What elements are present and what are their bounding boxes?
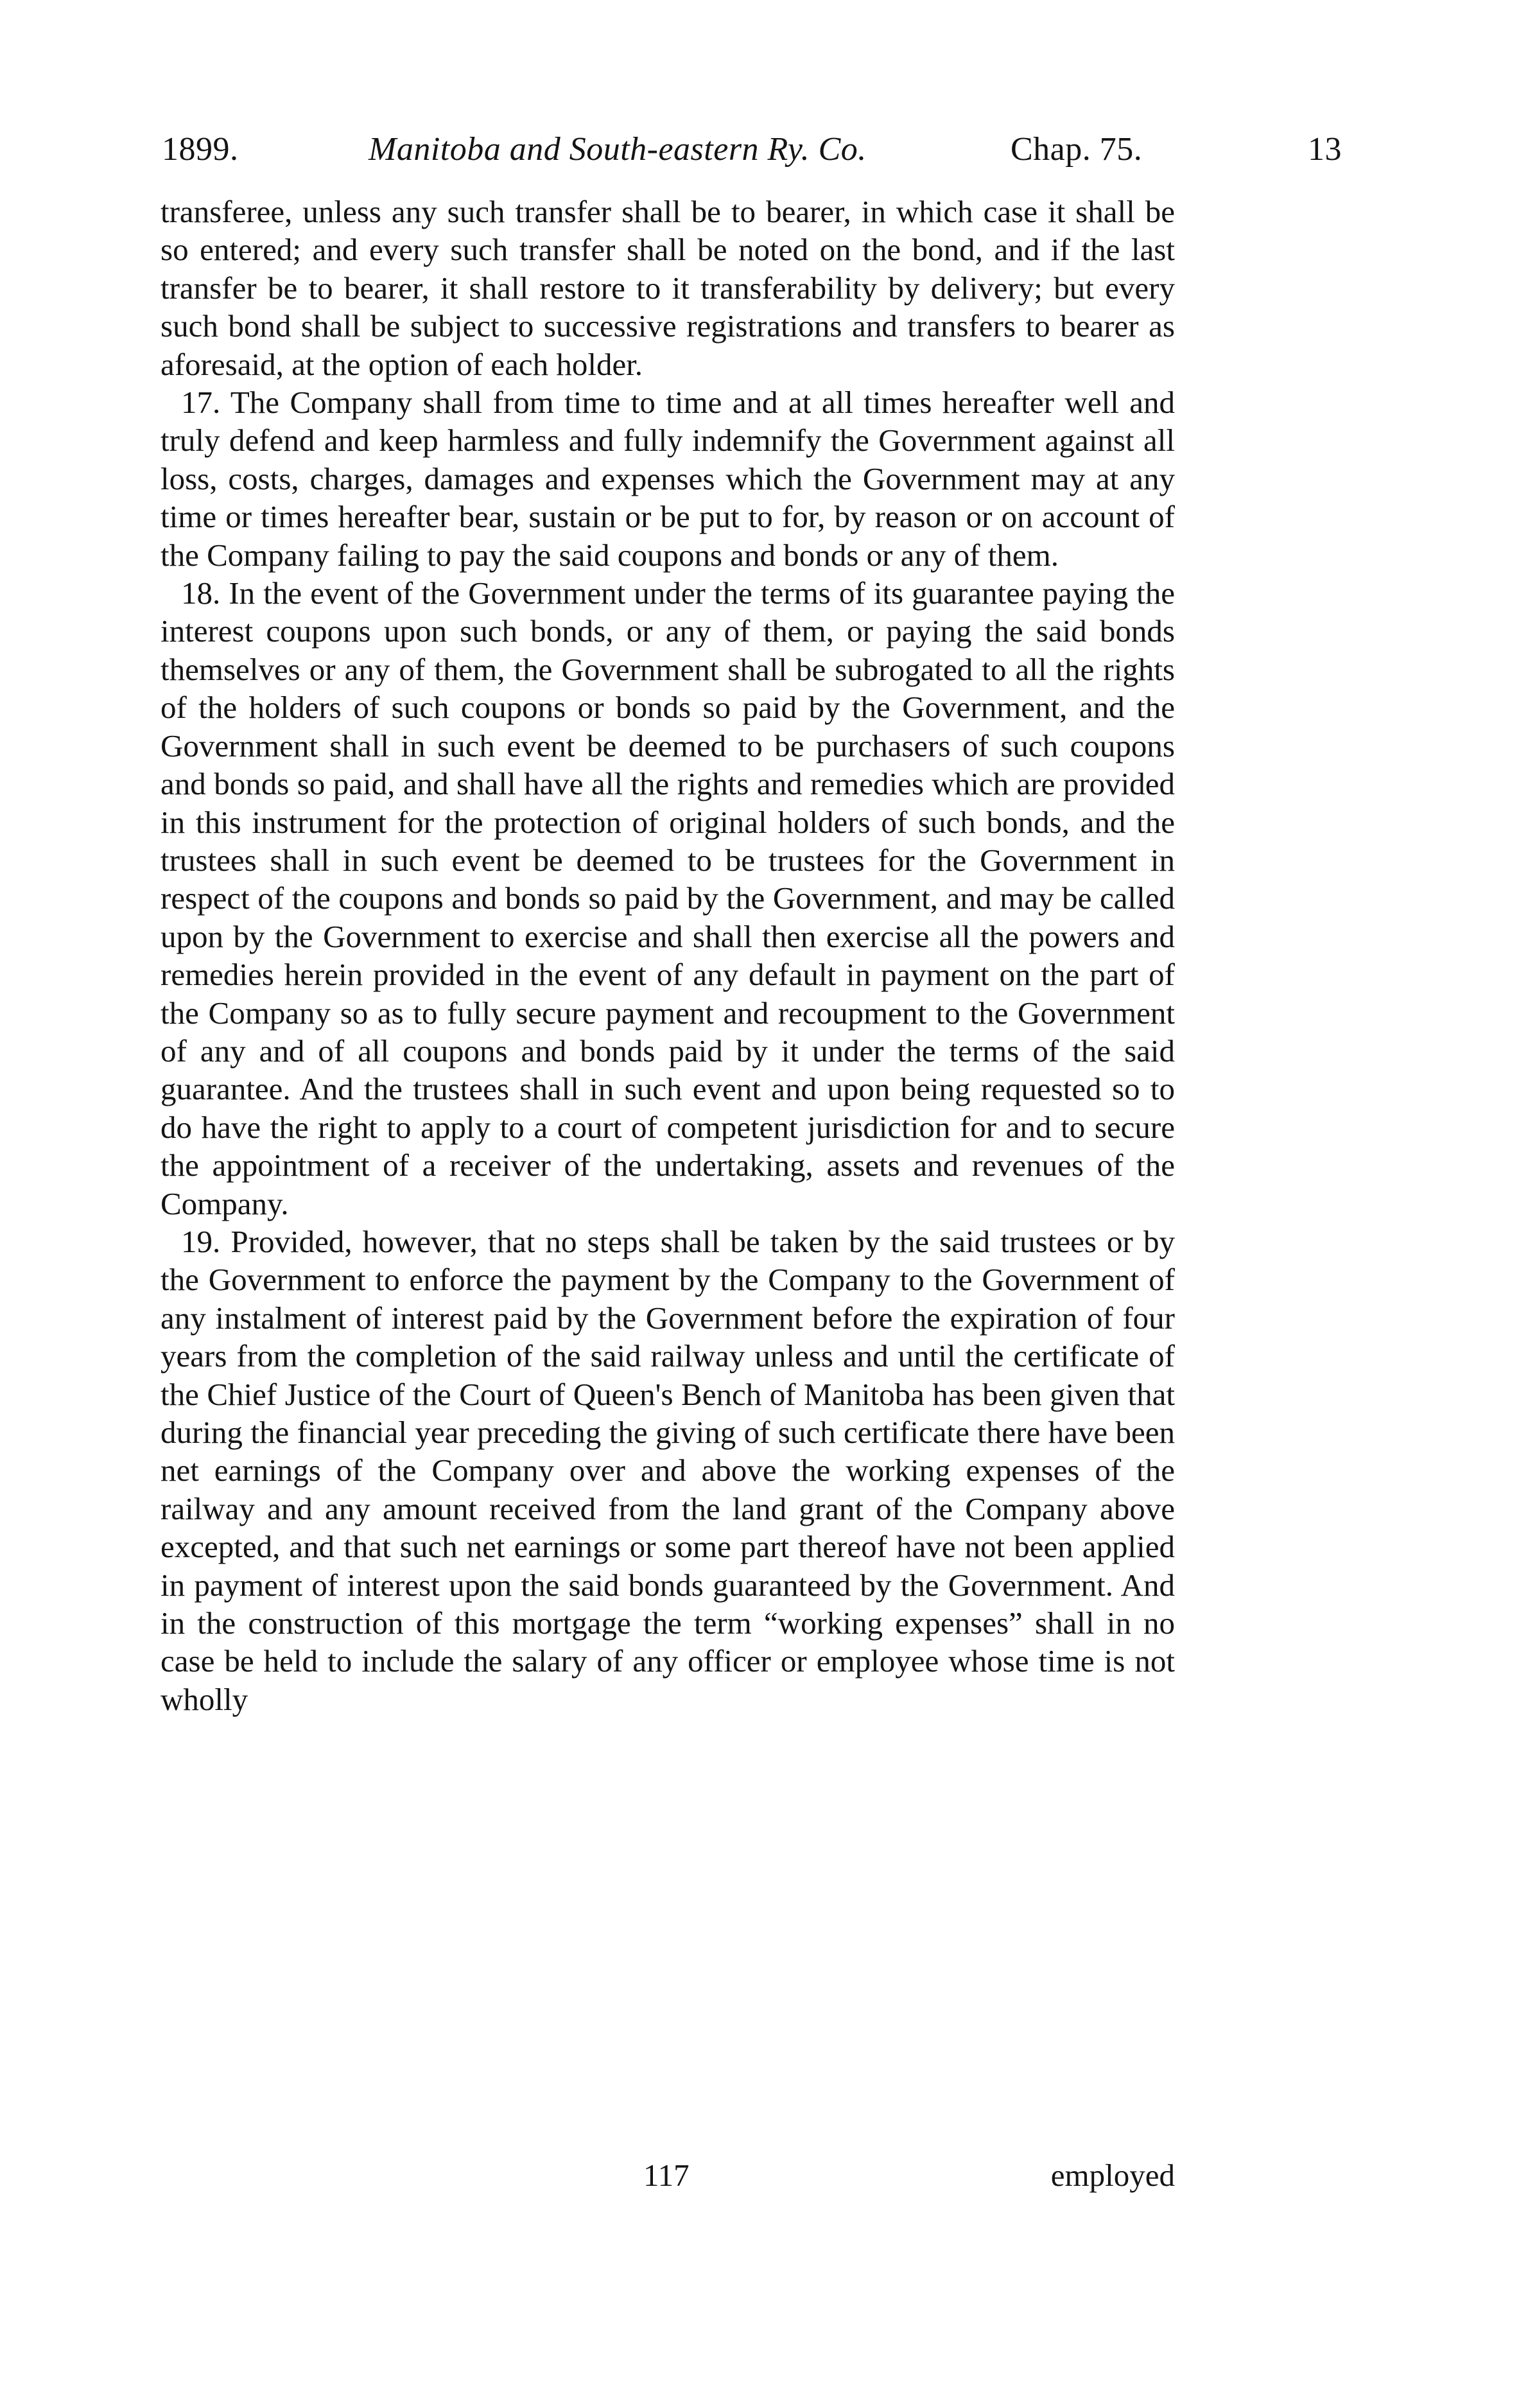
signature-number: 117 (643, 2158, 690, 2193)
paragraph-section-19: 19. Provided, however, that no steps shall be taken by the said trustees or by the Government to enforce the payment by the Company to the Government of any instalment of interest paid by the Government before the expiration of four years from the completion of the said railway unless and until the certificate of the Chief Justice of the Court of Queen's Bench of Manitoba has been given that during the financial year preceding the giving of such certificate there have been net earnings of the Company over and above the working expenses of the railway and any amount received from the land grant of the Company above excepted, and that such net earnings or some part thereof have not been applied in payment of interest upon the said bonds guaranteed by the Government. And in the construction of this mortgage the term “working expenses” shall in no case be held to include the salary of any officer or employee whose time is not wholly (161, 1223, 1175, 1717)
header-year: 1899. (162, 131, 239, 168)
page-number: 13 (1308, 131, 1342, 168)
paragraph-continued: transferee, unless any such transfer shall be to bearer, in which case it shall be so entered; and every such transfer shall be noted on the bond, and if the last transfer be to bearer, it shall restore to it transferability by delivery; but every such bond shall be subject to successive registrations and transfers to bearer as aforesaid, at the option of each holder. (161, 194, 1175, 382)
paragraph-section-18: 18. In the event of the Government under the terms of its guarantee paying the interest coupons upon such bonds, or any of them, or paying the said bonds themselves or any of them, the Government shall be subrogated to all the rights of the holders of such coupons or bonds so paid by the Government, and the Government shall in such event be deemed to be purchasers of such coupons and bonds so paid, and shall have all the rights and remedies which are provided in this instrument for the protection of original holders of such bonds, and the trustees shall in such event be deemed to be trustees for the Government in respect of the coupons and bonds so paid by the Government, and may be called upon by the Government to exercise and shall then exercise all the powers and remedies herein provided in the event of any default in payment on the part of the Company so as to fully secure payment and recoupment to the Government of any and of all coupons and bonds paid by it under the terms of the said guarantee. And the trustees shall in such event and upon being requested so to do have the right to apply to a court of competent jurisdiction for and to secure the appointment of a receiver of the undertaking, assets and revenues of the Company. (161, 575, 1175, 1221)
body-text (161, 193, 1175, 1718)
page-footer (161, 2153, 1175, 2198)
header-chapter: Chap. 75. (1011, 131, 1143, 168)
paragraph-section-17: 17. The Company shall from time to time and at all times hereafter well and truly defend and keep harmless and fully indemnify the Government against all loss, costs, charges, damages and expenses which the Government may at any time or times hereafter bear, sustain or be put to for, by reason or on account of the Company failing to pay the said coupons and bonds or any of them. (161, 385, 1175, 573)
header-title: Manitoba and South-eastern Ry. Co. (369, 131, 867, 168)
catchword: employed (1050, 2158, 1175, 2193)
running-header (162, 121, 1342, 179)
